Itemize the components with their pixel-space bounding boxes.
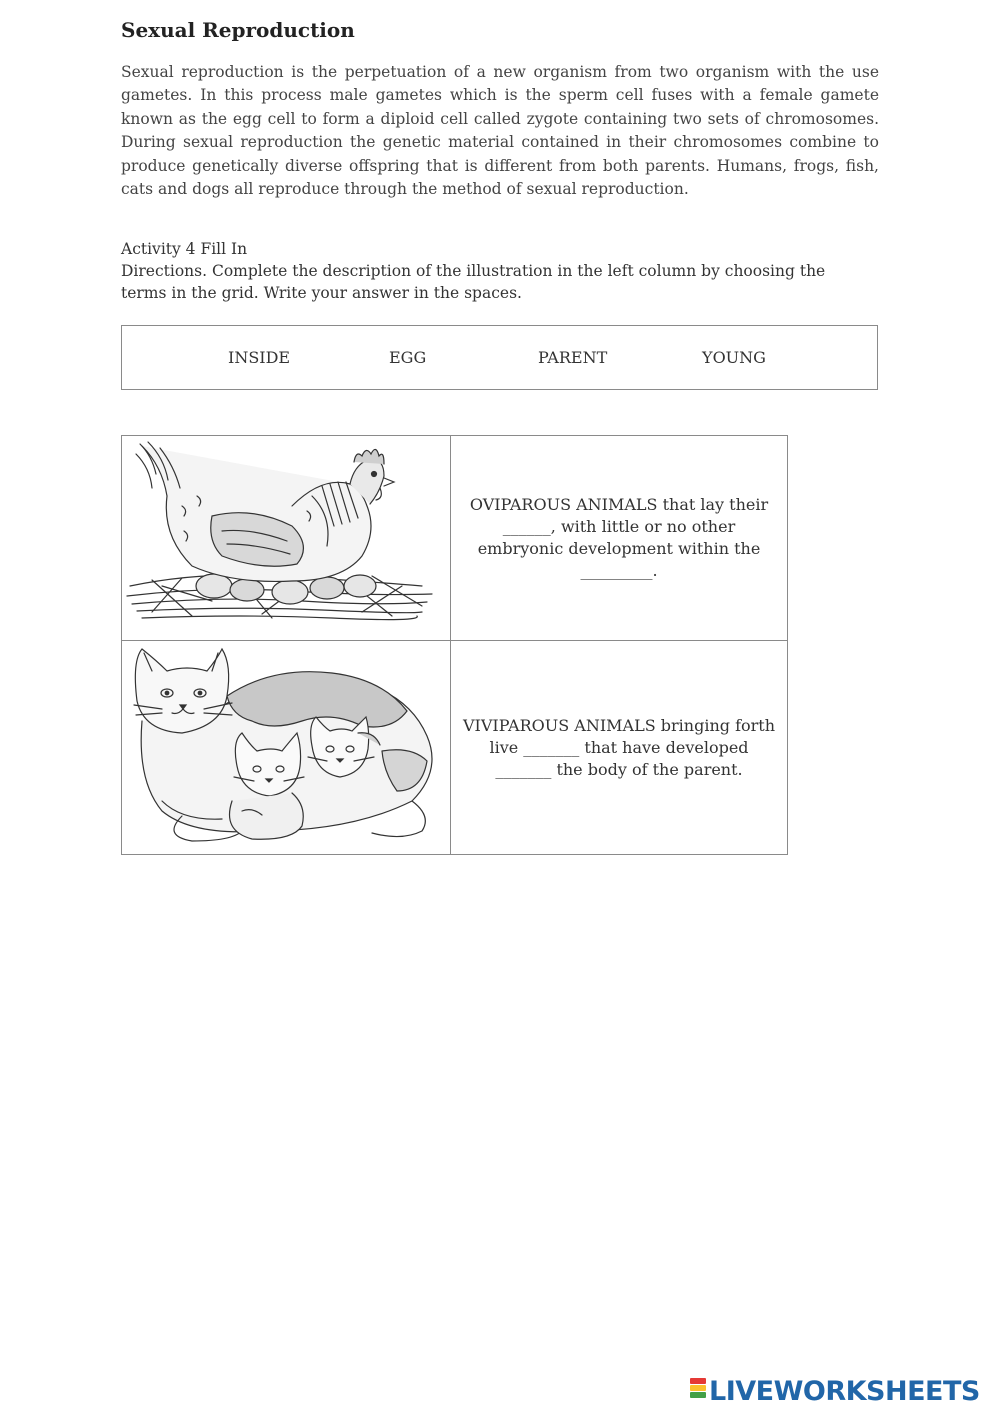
word-bank-grid [121, 325, 878, 390]
word-bank-item: INSIDE [228, 348, 291, 367]
logo-bar-red [690, 1378, 706, 1384]
cat-with-kittens-illustration [122, 641, 451, 854]
logo-text: LIVEWORKSHEETS [709, 1375, 980, 1407]
cat-drawing [122, 641, 450, 854]
hen-drawing [122, 436, 450, 640]
oviparous-description-cell [451, 436, 787, 640]
hen-on-nest-illustration [122, 436, 451, 640]
activity-table [121, 435, 788, 855]
oviparous-description: OVIPAROUS ANIMALS that lay their ______, with little or no other embryonic development within the _________. [469, 495, 769, 580]
intro-paragraph: Sexual reproduction is the perpetuation of a new organism from two organism with the use gametes. In this process male gametes which is the sperm cell fuses with a female gamete known as the egg cell to form a diploid cell called zygote containing two sets of chromosomes. During sexual reproduction the genetic material contained in their chromosomes combine to produce genetically diverse offspring that is different from both parents. Humans, frogs, fish, cats and dogs all reproduce through the method of sexual reproduction. [121, 63, 879, 199]
page-title: Sexual Reproduction [121, 18, 355, 42]
logo-bar-green [690, 1392, 706, 1398]
liveworksheets-logo [690, 1375, 980, 1407]
word-bank-item: YOUNG [702, 348, 766, 367]
word-bank-item: EGG [389, 348, 427, 367]
directions-text: Directions. Complete the description of the illustration in the left column by choosing the terms in the grid. Write your answer in the spaces. [121, 262, 826, 302]
activity-title: Activity 4 Fill In [121, 240, 248, 258]
logo-bar-yellow [690, 1385, 706, 1391]
word-bank-item: PARENT [538, 348, 608, 367]
viviparous-description-cell [451, 641, 787, 854]
logo-color-icon [690, 1378, 706, 1404]
viviparous-description: VIVIPAROUS ANIMALS bringing forth live _______ that have developed _______ the body of the parent. [462, 715, 776, 779]
